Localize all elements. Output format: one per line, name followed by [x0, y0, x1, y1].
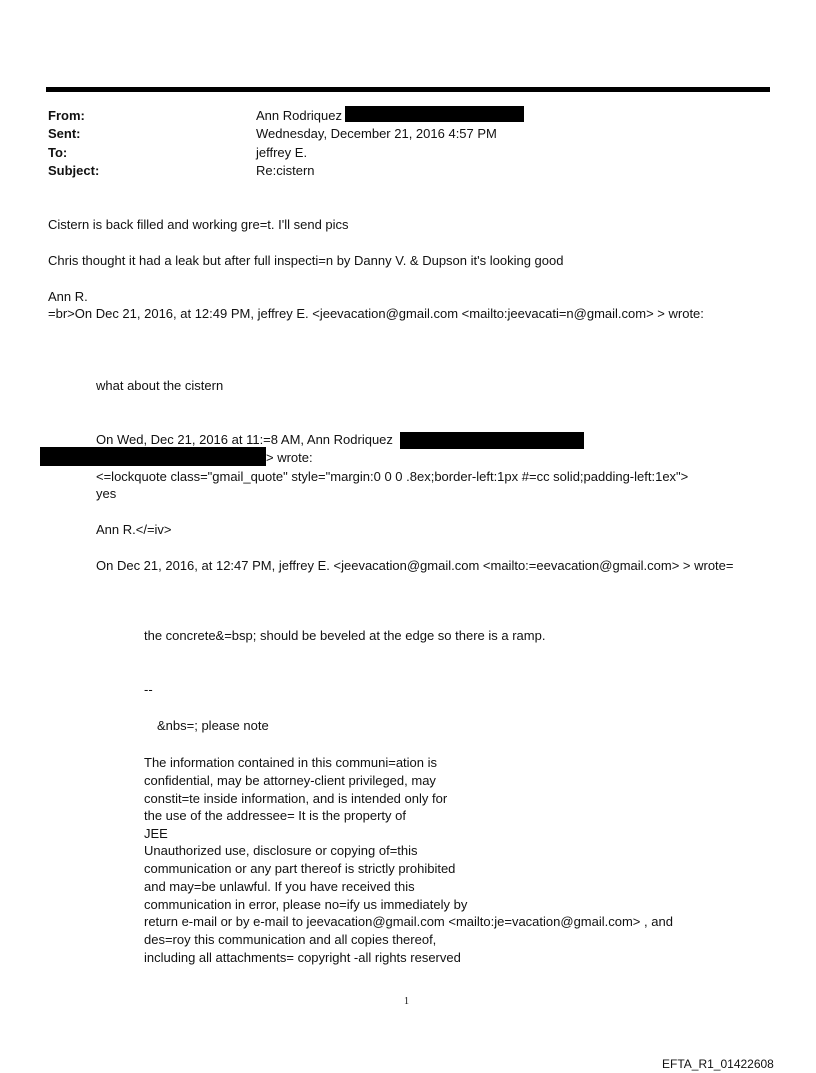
disclaimer-line: return e-mail or by e-mail to jeevacation@gmail.com <mailto:je=vacation@gmail.com> , and: [144, 914, 673, 929]
quote-header-3: On Dec 21, 2016, at 12:47 PM, jeffrey E. <jeevacation@gmail.com <mailto:=eevacation@gmail.com> > wrote=: [96, 558, 734, 573]
body-paragraph-1: Cistern is back filled and working gre=t. I'll send pics: [48, 217, 349, 232]
disclaimer-line: communication or any part thereof is strictly prohibited: [144, 861, 456, 876]
quote-header-2: On Wed, Dec 21, 2016 at 11:=8 AM, Ann Rodriquez: [96, 432, 393, 447]
to-label: To:: [48, 145, 68, 160]
disclaimer-line: JEE: [144, 826, 168, 841]
body-paragraph-2: Chris thought it had a leak but after full inspecti=n by Danny V. & Dupson it's looking good: [48, 253, 564, 268]
disclaimer-line: des=roy this communication and all copies thereof,: [144, 932, 437, 947]
from-label: From:: [48, 108, 85, 123]
redaction-box: [345, 106, 524, 122]
to-value: jeffrey E.: [256, 145, 308, 160]
quote-signature-2: Ann R.</=iv>: [96, 522, 172, 537]
disclaimer-line: and may=be unlawful. If you have received this: [144, 879, 415, 894]
quote-header-1: =br>On Dec 21, 2016, at 12:49 PM, jeffrey E. <jeevacation@gmail.com <mailto:jeevacati=n@gmail.com> > wrote:: [48, 306, 704, 321]
disclaimer-line: The information contained in this communi=ation is: [144, 755, 438, 770]
disclaimer-line: Unauthorized use, disclosure or copying of=this: [144, 843, 418, 858]
disclaimer-line: communication in error, please no=ify us immediately by: [144, 897, 468, 912]
quote-header-2-end: > wrote:: [266, 450, 313, 465]
sent-value: Wednesday, December 21, 2016 4:57 PM: [256, 126, 497, 141]
quote-text-1: what about the cistern: [96, 378, 224, 393]
disclaimer-line: constit=te inside information, and is intended only for: [144, 791, 448, 806]
redaction-box: [40, 447, 266, 466]
redaction-box: [400, 432, 584, 449]
page-number: 1: [404, 996, 409, 1007]
signature-separator: --: [144, 682, 153, 697]
signature: Ann R.: [48, 289, 88, 304]
sent-label: Sent:: [48, 126, 81, 141]
disclaimer-line: confidential, may be attorney-client privileged, may: [144, 773, 436, 788]
header-rule: [46, 87, 770, 92]
quote-text-3: the concrete&=bsp; should be beveled at the edge so there is a ramp.: [144, 628, 546, 643]
subject-value: Re:cistern: [256, 163, 315, 178]
blockquote-tag: <=lockquote class="gmail_quote" style="margin:0 0 0 .8ex;border-left:1px #=cc solid;padding-left:1ex">: [96, 469, 689, 484]
disclaimer-line: including all attachments= copyright -all rights reserved: [144, 950, 461, 965]
please-note: &nbs=; please note: [157, 718, 269, 733]
document-id: EFTA_R1_01422608: [662, 1057, 774, 1071]
disclaimer-line: the use of the addressee= It is the property of: [144, 808, 406, 823]
quote-text-2: yes: [96, 486, 117, 501]
subject-label: Subject:: [48, 163, 100, 178]
from-value: Ann Rodriquez: [256, 108, 342, 123]
